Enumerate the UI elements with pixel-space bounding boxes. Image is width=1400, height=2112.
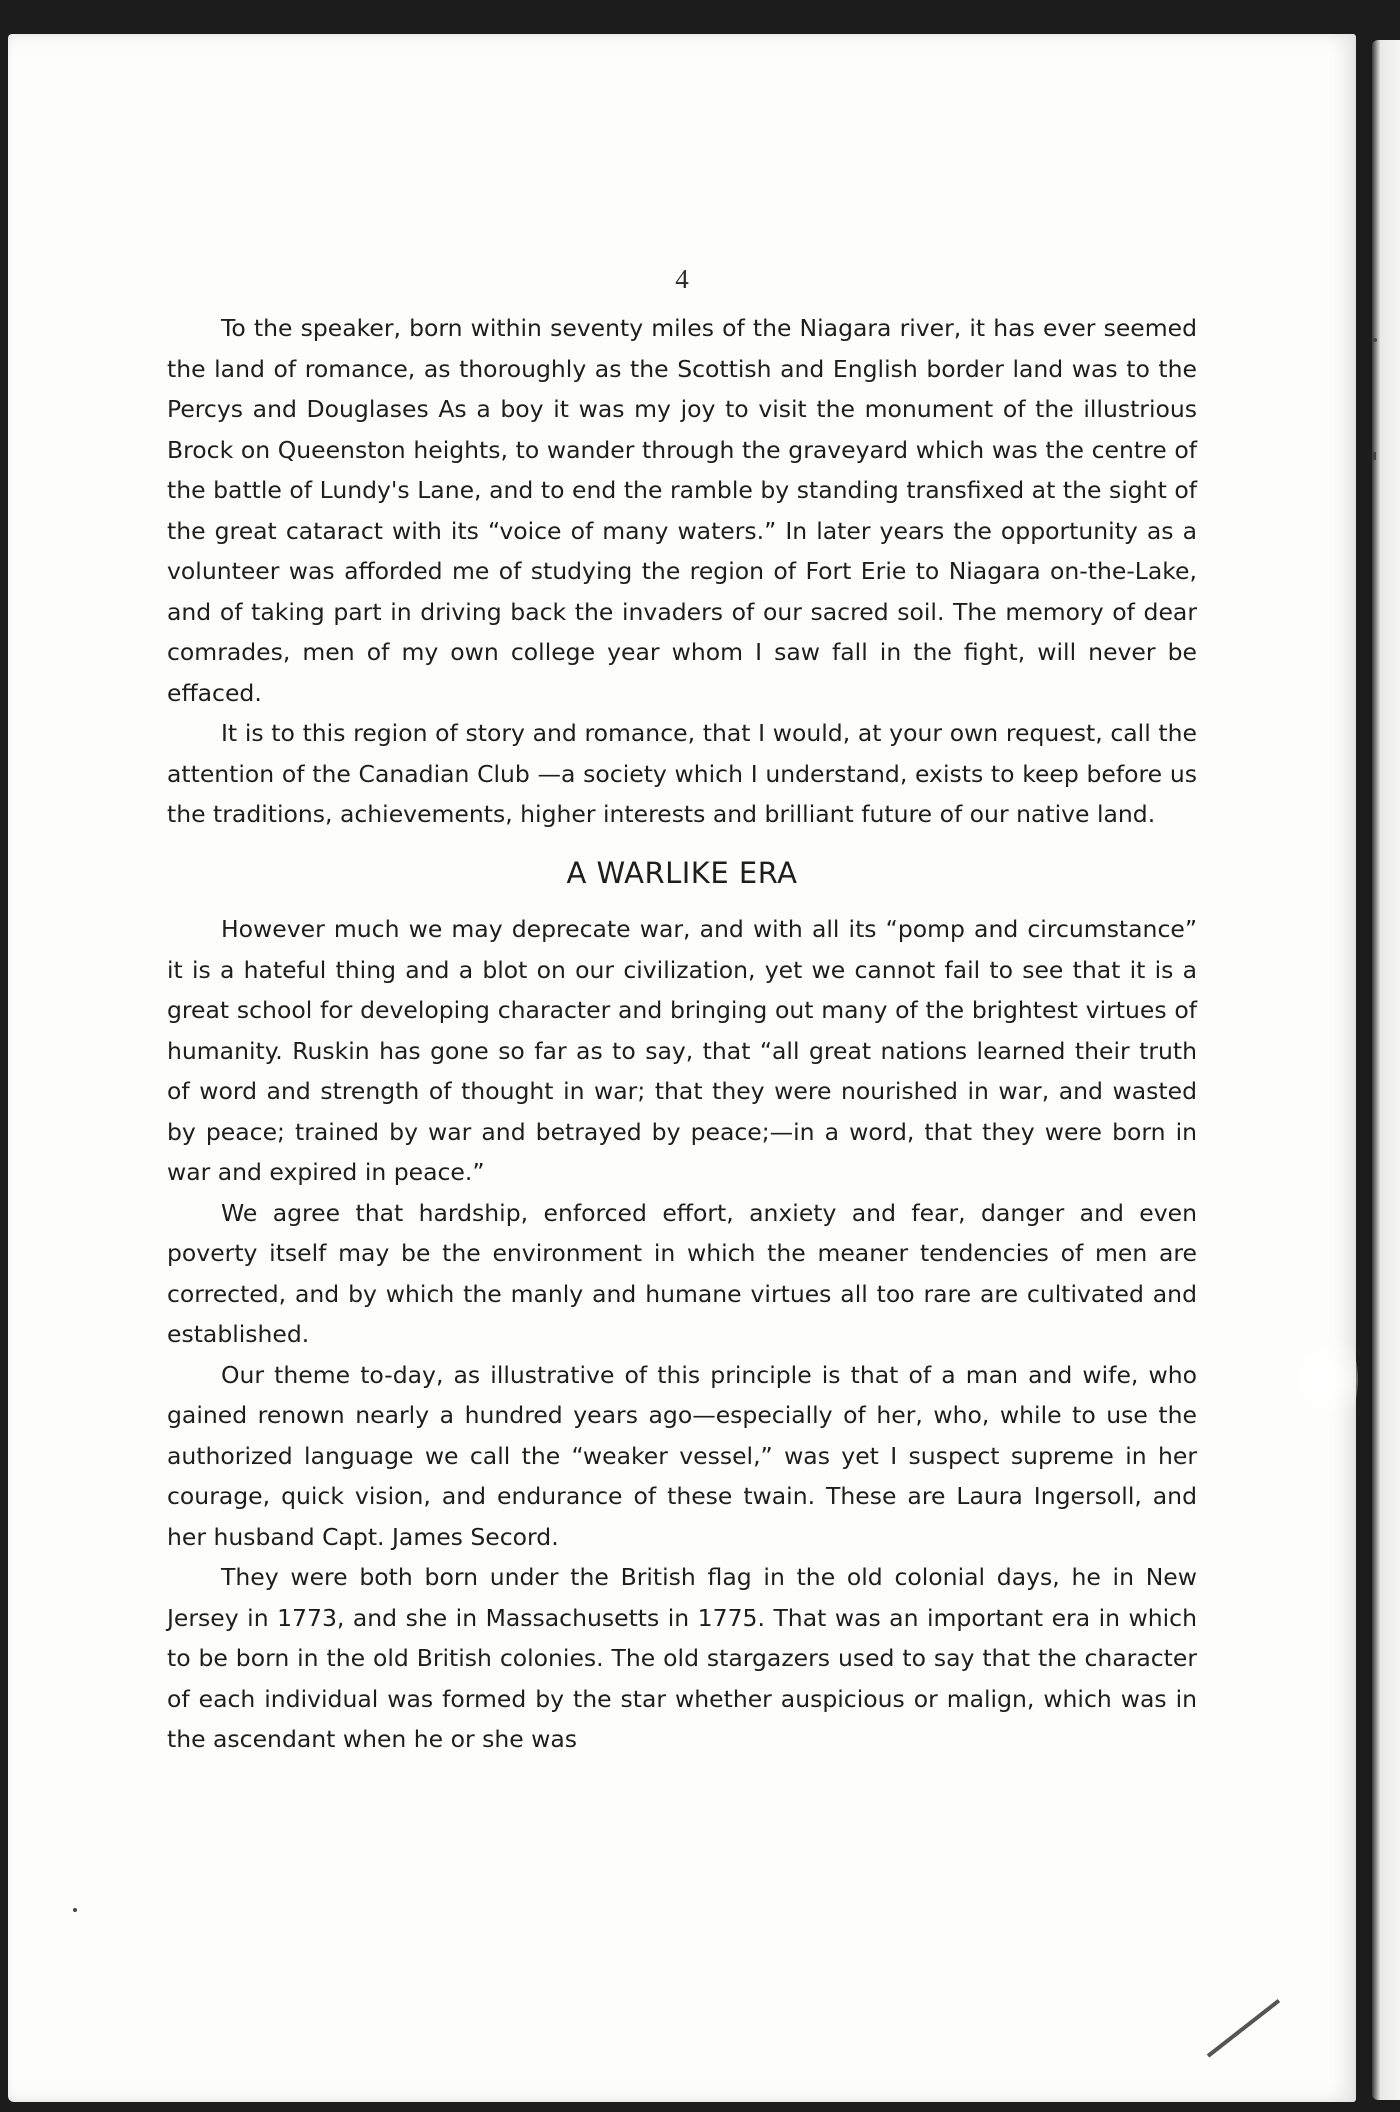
ink-speck — [1373, 338, 1377, 342]
paragraph-speaker-memories: To the speaker, born within seventy miles of the Niagara river, it has ever seemed the land of romance, as thoroughly as the Scottish and English border land was to the Percys and Douglases As a boy it was my joy to visit the monument of the illustrious Brock on Queenston heights, to wander through the graveyard which was the centre of the battle of Lundy's Lane, and to end the ramble by standing transfixed at the sight of the great cataract with its “voice of many waters.” In later years the opportunity as a volunteer was afforded me of studying the region of Fort Erie to Niagara on-the-Lake, and of taking part in driving back the invaders of our sacred soil. The memory of dear comrades, men of my own college year whom I saw fall in the fight, will never be effaced. — [167, 314, 1197, 707]
body-text — [167, 308, 1197, 1760]
section-heading: A WARLIKE ERA — [566, 855, 798, 890]
paper-sheet — [8, 34, 1356, 2102]
adjacent-page-edge — [1372, 40, 1400, 2100]
paragraph-war-as-school: However much we may deprecate war, and with all its “pomp and circumstance” it is a hateful thing and a blot on our civilization, yet we cannot fail to see that it is a great school for developing character and bringing out many of the brightest virtues of humanity. Ruskin has gone so far as to say, that “all great nations learned their truth of word and strength of thought in war; that they were nourished in war, and wasted by peace; trained by war and betrayed by peace;—in a word, that they were born in war and expired in peace.” — [167, 915, 1197, 1186]
paragraph-theme: Our theme to-day, as illustrative of this principle is that of a man and wife, who gained renown nearly a hundred years ago—especially of her, who, while to use the authorized language we call the “weaker vessel,” was yet I suspect supreme in her courage, quick vision, and endurance of these twain. These are Laura Ingersoll, and her husband Capt. James Secord. — [167, 1360, 1197, 1551]
paragraph-birth-era: They were both born under the British flag in the old colonial days, he in New Jersey in 1773, and she in Massachusetts in 1775. That was an important era in which to be born in the old British colonies. The old stargazers used to say that the character of each individual was formed by the star whether auspicious or malign, which was in the ascendant when he or she was — [167, 1563, 1197, 1753]
paragraph-hardship: We agree that hardship, enforced effort, anxiety and fear, danger and even poverty itself may be the environment in which the meaner tendencies of men are corrected, and by which the manly and humane virtues all too rare are cultivated and established. — [167, 1198, 1197, 1348]
paper-blemish — [1298, 1324, 1358, 1434]
ink-speck — [73, 1908, 77, 1912]
pen-stroke-mark — [1207, 1999, 1280, 2058]
ink-speck — [1373, 452, 1376, 460]
paragraph-canadian-club: It is to this region of story and romance, that I would, at your own request, call the attention of the Canadian Club —a society which I understand, exists to keep before us the traditions, achievements, higher interests and brilliant future of our native land. — [167, 719, 1197, 828]
page-number: 4 — [675, 264, 689, 294]
